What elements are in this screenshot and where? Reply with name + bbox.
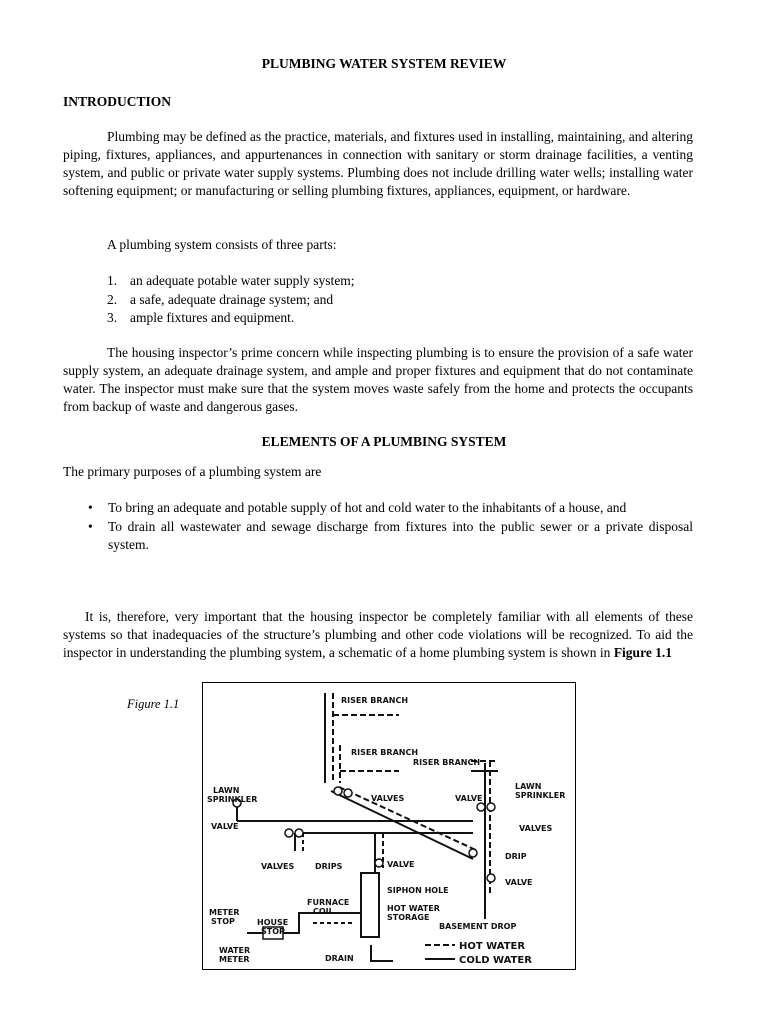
label-furnace-coil: FURNACE bbox=[307, 898, 350, 907]
legend-cold-label: COLD WATER bbox=[459, 955, 532, 966]
valve-icon bbox=[469, 849, 477, 857]
elements-heading: ELEMENTS OF A PLUMBING SYSTEM bbox=[261, 434, 507, 449]
plumbing-schematic bbox=[203, 683, 575, 969]
list-item: 3. ample fixtures and equipment. bbox=[107, 310, 295, 325]
parts-list bbox=[63, 272, 355, 328]
label-house-stop: HOUSE bbox=[257, 918, 289, 927]
page-title: PLUMBING WATER SYSTEM REVIEW bbox=[261, 56, 507, 71]
label-lawn-sprinkler-left: SPRINKLER bbox=[207, 795, 258, 804]
label-valve-heater: VALVE bbox=[387, 860, 415, 869]
label-water-meter: METER bbox=[219, 955, 250, 964]
inspector-concern-paragraph: The housing inspector’s prime concern while inspecting plumbing is to ensure the provision of a safe water supply system, an adequate drainage system, and ample and proper fixtures and equipment that do not contaminate water. The inspector must make sure that the system moves waste safely from the home and protects the occupants from backup of waste and dangerous gases. bbox=[63, 345, 693, 414]
label-meter-stop: STOP bbox=[211, 917, 235, 926]
label-lawn-sprinkler-left: LAWN bbox=[213, 786, 240, 795]
label-drip-right: DRIP bbox=[505, 852, 527, 861]
valve-icon bbox=[477, 803, 485, 811]
list-item: 2. a safe, adequate drainage system; and bbox=[107, 291, 334, 307]
valve-icon bbox=[487, 874, 495, 882]
label-valves-lower: VALVES bbox=[261, 862, 295, 871]
figure-label: Figure 1.1 bbox=[127, 697, 180, 711]
intro-paragraph: Plumbing may be defined as the practice, materials, and fixtures used in installing, maintaining, and altering piping, fixtures, appliances, and appurtenances in connection with sanitary or storm drainage facilities, a venting system, and public or private water supply systems. Plumbing does not include drilling water wells; installing water softening equipment; or manufacturing or selling plumbing fixtures, appliances, equipment, or hardware. bbox=[63, 129, 693, 198]
purposes-intro: The primary purposes of a plumbing system are bbox=[63, 464, 322, 479]
valve-icon bbox=[487, 803, 495, 811]
list-item: • To drain all wastewater and sewage discharge from fixtures into the public sewer or a private disposal system. bbox=[88, 518, 693, 552]
familiar-paragraph: It is, therefore, very important that the housing inspector be completely familiar with all elements of these systems so that inadequacies of the structure’s plumbing and other code violations will be recognized. To aid the inspector in understanding the plumbing system, a schematic of a home plumbing system is shown in Figure 1.1 bbox=[63, 609, 693, 660]
valve-icon bbox=[334, 787, 342, 795]
parts-intro: A plumbing system consists of three parts: bbox=[107, 237, 337, 252]
valve-icon bbox=[285, 829, 293, 837]
list-item: • To bring an adequate and potable supply of hot and cold water to the inhabitants of a house, and bbox=[88, 500, 627, 515]
label-basement-drop: BASEMENT DROP bbox=[439, 922, 517, 931]
label-valve-right-upper: VALVE bbox=[455, 794, 483, 803]
label-hot-water-storage: HOT WATER bbox=[387, 904, 440, 913]
label-valves-right: VALVES bbox=[519, 824, 553, 833]
label-riser-branch-top: RISER BRANCH bbox=[341, 696, 409, 705]
valve-icon bbox=[375, 859, 383, 867]
label-furnace-coil: COIL bbox=[313, 907, 334, 916]
plumbing-schematic-figure bbox=[202, 682, 576, 970]
label-riser-branch-mid: RISER BRANCH bbox=[351, 748, 419, 757]
label-lawn-sprinkler-right: LAWN bbox=[515, 782, 542, 791]
introduction-heading: INTRODUCTION bbox=[63, 94, 172, 109]
label-siphon-hole: SIPHON HOLE bbox=[387, 886, 449, 895]
label-riser-branch-right: RISER BRANCH bbox=[413, 758, 481, 767]
water-heater-tank bbox=[361, 873, 379, 937]
legend-hot-label: HOT WATER bbox=[459, 941, 526, 952]
label-lawn-sprinkler-right: SPRINKLER bbox=[515, 791, 566, 800]
valve-icon bbox=[344, 789, 352, 797]
label-house-stop: STOP bbox=[261, 927, 285, 936]
label-valve-right-lower: VALVE bbox=[505, 878, 533, 887]
list-item: 1. an adequate potable water supply system; bbox=[107, 273, 355, 288]
drain-pipe bbox=[371, 945, 393, 961]
label-water-meter: WATER bbox=[219, 946, 251, 955]
label-meter-stop: METER bbox=[209, 908, 240, 917]
label-valve-left: VALVE bbox=[211, 822, 239, 831]
label-drain: DRAIN bbox=[325, 954, 354, 963]
label-drips: DRIPS bbox=[315, 862, 343, 871]
label-valves-center: VALVES bbox=[371, 794, 405, 803]
purposes-list bbox=[88, 499, 693, 555]
figure-reference: Figure 1.1 bbox=[613, 645, 673, 660]
label-hot-water-storage: STORAGE bbox=[387, 913, 430, 922]
valve-icon bbox=[295, 829, 303, 837]
